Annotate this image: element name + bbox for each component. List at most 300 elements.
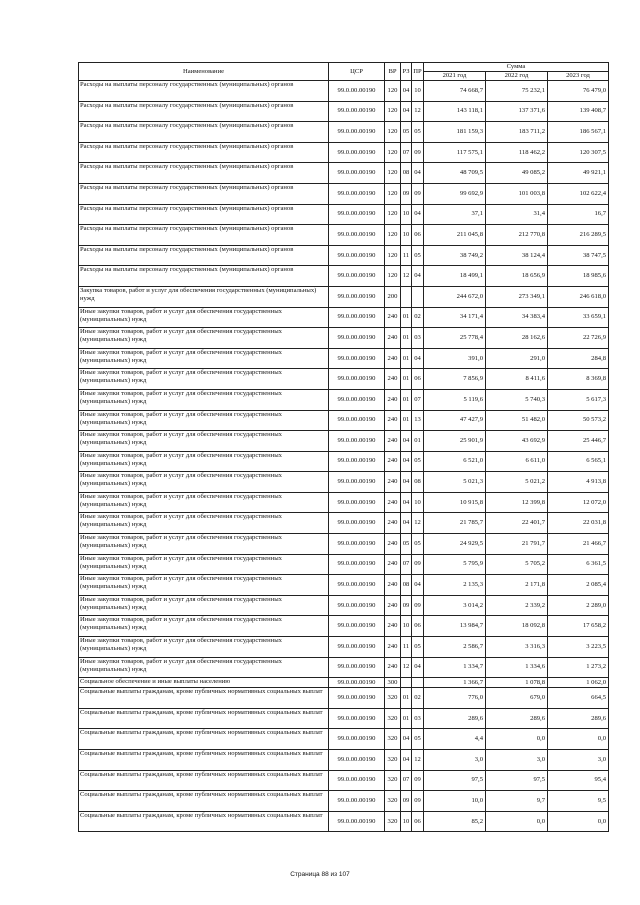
table-row: [79, 431, 609, 452]
table-row: [79, 616, 609, 637]
row-pr: 06: [412, 616, 424, 637]
row-csr: 99.0.00.00190: [329, 369, 385, 390]
row-csr: 99.0.00.00190: [329, 328, 385, 349]
row-sum-2023: 21 466,7: [548, 534, 609, 555]
row-name: Иные закупки товаров, работ и услуг для обеспечения государственных (муниципальных) нужд: [79, 307, 329, 328]
table-row: [79, 637, 609, 658]
row-sum-2022: 22 401,7: [486, 513, 548, 534]
row-name: Закупка товаров, работ и услуг для обеспечения государственных (муниципальных) нужд: [79, 286, 329, 307]
table-row: [79, 554, 609, 575]
row-csr: 99.0.00.00190: [329, 389, 385, 410]
table-row: [79, 791, 609, 812]
row-csr: 99.0.00.00190: [329, 554, 385, 575]
table-row: [79, 266, 609, 287]
row-sum-2023: 6 565,1: [548, 451, 609, 472]
row-name: Расходы на выплаты персоналу государственных (муниципальных) органов: [79, 183, 329, 204]
row-csr: 99.0.00.00190: [329, 513, 385, 534]
table-row: [79, 492, 609, 513]
row-csr: 99.0.00.00190: [329, 183, 385, 204]
row-csr: 99.0.00.00190: [329, 492, 385, 513]
table-row: [79, 307, 609, 328]
row-rz: 10: [401, 811, 412, 832]
row-sum-2021: 38 749,2: [424, 245, 486, 266]
row-sum-2023: 9,5: [548, 791, 609, 812]
row-vr: 240: [385, 472, 401, 493]
row-csr: 99.0.00.00190: [329, 811, 385, 832]
row-rz: 01: [401, 708, 412, 729]
row-sum-2023: 664,5: [548, 688, 609, 709]
row-pr: 12: [412, 101, 424, 122]
table-row: [79, 513, 609, 534]
row-csr: 99.0.00.00190: [329, 708, 385, 729]
row-sum-2021: 1 366,7: [424, 678, 486, 688]
row-name: Иные закупки товаров, работ и услуг для обеспечения государственных (муниципальных) нужд: [79, 595, 329, 616]
row-sum-2023: 120 307,5: [548, 142, 609, 163]
row-rz: 12: [401, 266, 412, 287]
row-pr: 09: [412, 183, 424, 204]
row-sum-2022: 43 692,9: [486, 431, 548, 452]
row-vr: 240: [385, 348, 401, 369]
table-row: [79, 142, 609, 163]
row-pr: 12: [412, 513, 424, 534]
row-sum-2021: 6 521,0: [424, 451, 486, 472]
row-pr: 04: [412, 204, 424, 225]
row-csr: 99.0.00.00190: [329, 286, 385, 307]
row-name: Иные закупки товаров, работ и услуг для обеспечения государственных (муниципальных) нужд: [79, 472, 329, 493]
row-sum-2023: 2 289,0: [548, 595, 609, 616]
row-sum-2021: 1 334,7: [424, 657, 486, 678]
row-sum-2023: 49 921,1: [548, 163, 609, 184]
row-csr: 99.0.00.00190: [329, 163, 385, 184]
row-sum-2023: 3 223,5: [548, 637, 609, 658]
table-row: [79, 286, 609, 307]
row-name: Социальные выплаты гражданам, кроме публичных нормативных социальных выплат: [79, 688, 329, 709]
row-name: Иные закупки товаров, работ и услуг для обеспечения государственных (муниципальных) нужд: [79, 492, 329, 513]
row-pr: 08: [412, 472, 424, 493]
row-vr: 320: [385, 791, 401, 812]
budget-table: [78, 62, 609, 832]
row-sum-2023: 6 361,5: [548, 554, 609, 575]
table-row: [79, 657, 609, 678]
header-pr: ПР: [412, 63, 424, 81]
row-name: Иные закупки товаров, работ и услуг для обеспечения государственных (муниципальных) нужд: [79, 348, 329, 369]
row-sum-2021: 117 575,1: [424, 142, 486, 163]
row-sum-2021: 24 929,5: [424, 534, 486, 555]
row-csr: 99.0.00.00190: [329, 245, 385, 266]
row-vr: 120: [385, 204, 401, 225]
row-sum-2022: 1 334,6: [486, 657, 548, 678]
row-pr: 09: [412, 595, 424, 616]
table-row: [79, 245, 609, 266]
row-sum-2021: 7 856,9: [424, 369, 486, 390]
row-rz: 01: [401, 348, 412, 369]
row-pr: 01: [412, 431, 424, 452]
row-name: Социальные выплаты гражданам, кроме публичных нормативных социальных выплат: [79, 750, 329, 771]
row-rz: 04: [401, 492, 412, 513]
row-pr: 05: [412, 122, 424, 143]
row-name: Иные закупки товаров, работ и услуг для обеспечения государственных (муниципальных) нужд: [79, 410, 329, 431]
row-sum-2022: 21 791,7: [486, 534, 548, 555]
row-vr: 240: [385, 410, 401, 431]
table-row: [79, 811, 609, 832]
row-name: Социальные выплаты гражданам, кроме публичных нормативных социальных выплат: [79, 729, 329, 750]
row-pr: 12: [412, 750, 424, 771]
row-vr: 240: [385, 616, 401, 637]
row-name: Иные закупки товаров, работ и услуг для обеспечения государственных (муниципальных) нужд: [79, 431, 329, 452]
row-vr: 240: [385, 307, 401, 328]
row-vr: 320: [385, 729, 401, 750]
row-sum-2023: 102 622,4: [548, 183, 609, 204]
header-vr: ВР: [385, 63, 401, 81]
row-sum-2021: 25 901,9: [424, 431, 486, 452]
row-rz: 01: [401, 410, 412, 431]
row-csr: 99.0.00.00190: [329, 451, 385, 472]
row-sum-2021: 34 171,4: [424, 307, 486, 328]
row-vr: 320: [385, 688, 401, 709]
table-row: [79, 389, 609, 410]
row-pr: 10: [412, 492, 424, 513]
row-rz: 08: [401, 575, 412, 596]
row-sum-2021: 13 984,7: [424, 616, 486, 637]
row-pr: [412, 678, 424, 688]
row-name: Иные закупки товаров, работ и услуг для обеспечения государственных (муниципальных) нужд: [79, 616, 329, 637]
page-footer: Страница 88 из 107: [290, 871, 350, 878]
row-csr: 99.0.00.00190: [329, 307, 385, 328]
row-rz: 04: [401, 451, 412, 472]
row-pr: 06: [412, 369, 424, 390]
header-sum: Сумма: [424, 63, 609, 72]
row-name: Иные закупки товаров, работ и услуг для обеспечения государственных (муниципальных) нужд: [79, 534, 329, 555]
row-vr: 200: [385, 286, 401, 307]
table-row: [79, 678, 609, 688]
row-sum-2022: 273 349,1: [486, 286, 548, 307]
row-pr: 02: [412, 307, 424, 328]
row-sum-2021: 5 119,6: [424, 389, 486, 410]
row-sum-2022: 0,0: [486, 729, 548, 750]
row-pr: 09: [412, 554, 424, 575]
row-name: Социальные выплаты гражданам, кроме публичных нормативных социальных выплат: [79, 791, 329, 812]
row-sum-2022: 5 021,2: [486, 472, 548, 493]
row-sum-2021: 289,6: [424, 708, 486, 729]
row-name: Иные закупки товаров, работ и услуг для обеспечения государственных (муниципальных) нужд: [79, 389, 329, 410]
row-sum-2023: 216 289,5: [548, 225, 609, 246]
row-name: Расходы на выплаты персоналу государственных (муниципальных) органов: [79, 204, 329, 225]
row-pr: 04: [412, 657, 424, 678]
row-vr: 320: [385, 750, 401, 771]
row-sum-2022: 31,4: [486, 204, 548, 225]
row-csr: 99.0.00.00190: [329, 657, 385, 678]
header-name: Наименование: [79, 63, 329, 81]
row-csr: 99.0.00.00190: [329, 101, 385, 122]
row-rz: 04: [401, 472, 412, 493]
row-csr: 99.0.00.00190: [329, 637, 385, 658]
table-row: [79, 348, 609, 369]
row-sum-2022: 34 383,4: [486, 307, 548, 328]
header-year-2023: 2023 год: [548, 72, 609, 81]
table-row: [79, 595, 609, 616]
row-rz: 04: [401, 513, 412, 534]
row-pr: 05: [412, 729, 424, 750]
row-rz: 07: [401, 554, 412, 575]
row-sum-2021: 143 118,1: [424, 101, 486, 122]
row-pr: 06: [412, 225, 424, 246]
row-pr: 03: [412, 328, 424, 349]
table-row: [79, 708, 609, 729]
row-sum-2023: 50 573,2: [548, 410, 609, 431]
table-row: [79, 81, 609, 102]
row-name: Социальные выплаты гражданам, кроме публичных нормативных социальных выплат: [79, 811, 329, 832]
row-sum-2023: 2 085,4: [548, 575, 609, 596]
row-sum-2021: 47 427,9: [424, 410, 486, 431]
row-sum-2021: 48 709,5: [424, 163, 486, 184]
table-row: [79, 770, 609, 791]
row-sum-2021: 776,0: [424, 688, 486, 709]
row-sum-2022: 97,5: [486, 770, 548, 791]
row-sum-2021: 5 795,9: [424, 554, 486, 575]
row-sum-2023: 186 567,1: [548, 122, 609, 143]
table-row: [79, 472, 609, 493]
row-sum-2021: 244 672,0: [424, 286, 486, 307]
row-sum-2021: 99 692,9: [424, 183, 486, 204]
row-sum-2022: 0,0: [486, 811, 548, 832]
row-name: Иные закупки товаров, работ и услуг для обеспечения государственных (муниципальных) нужд: [79, 369, 329, 390]
row-sum-2022: 38 124,4: [486, 245, 548, 266]
row-csr: 99.0.00.00190: [329, 225, 385, 246]
row-sum-2021: 3 014,2: [424, 595, 486, 616]
header-year-2021: 2021 год: [424, 72, 486, 81]
row-csr: 99.0.00.00190: [329, 142, 385, 163]
row-sum-2023: 0,0: [548, 729, 609, 750]
row-rz: 08: [401, 163, 412, 184]
row-pr: 09: [412, 142, 424, 163]
row-rz: 01: [401, 328, 412, 349]
row-sum-2021: 5 021,3: [424, 472, 486, 493]
row-sum-2023: 25 446,7: [548, 431, 609, 452]
row-vr: 120: [385, 245, 401, 266]
row-sum-2023: 18 985,6: [548, 266, 609, 287]
row-rz: 07: [401, 142, 412, 163]
row-sum-2023: 289,6: [548, 708, 609, 729]
row-sum-2022: 5 740,3: [486, 389, 548, 410]
row-pr: 06: [412, 811, 424, 832]
row-sum-2022: 1 078,8: [486, 678, 548, 688]
row-name: Социальные выплаты гражданам, кроме публичных нормативных социальных выплат: [79, 770, 329, 791]
row-rz: 10: [401, 204, 412, 225]
row-vr: 240: [385, 534, 401, 555]
row-name: Расходы на выплаты персоналу государственных (муниципальных) органов: [79, 163, 329, 184]
row-rz: 04: [401, 750, 412, 771]
row-csr: 99.0.00.00190: [329, 266, 385, 287]
row-rz: 11: [401, 637, 412, 658]
row-pr: 04: [412, 575, 424, 596]
row-sum-2022: 75 232,1: [486, 81, 548, 102]
row-sum-2022: 137 371,6: [486, 101, 548, 122]
row-vr: 120: [385, 122, 401, 143]
row-sum-2022: 291,0: [486, 348, 548, 369]
row-sum-2021: 2 586,7: [424, 637, 486, 658]
row-csr: 99.0.00.00190: [329, 791, 385, 812]
header-rz: РЗ: [401, 63, 412, 81]
row-pr: 09: [412, 791, 424, 812]
row-sum-2021: 4,4: [424, 729, 486, 750]
row-rz: 10: [401, 616, 412, 637]
row-sum-2022: 18 092,8: [486, 616, 548, 637]
row-sum-2023: 1 273,2: [548, 657, 609, 678]
header-year-2022: 2022 год: [486, 72, 548, 81]
row-sum-2021: 21 785,7: [424, 513, 486, 534]
row-vr: 240: [385, 595, 401, 616]
row-pr: 04: [412, 266, 424, 287]
row-rz: 01: [401, 369, 412, 390]
row-name: Расходы на выплаты персоналу государственных (муниципальных) органов: [79, 245, 329, 266]
row-sum-2022: 212 770,8: [486, 225, 548, 246]
row-name: Социальные выплаты гражданам, кроме публичных нормативных социальных выплат: [79, 708, 329, 729]
row-vr: 240: [385, 369, 401, 390]
row-sum-2021: 85,2: [424, 811, 486, 832]
row-csr: 99.0.00.00190: [329, 534, 385, 555]
row-name: Расходы на выплаты персоналу государственных (муниципальных) органов: [79, 122, 329, 143]
row-name: Иные закупки товаров, работ и услуг для обеспечения государственных (муниципальных) нужд: [79, 554, 329, 575]
table-row: [79, 183, 609, 204]
table-row: [79, 225, 609, 246]
table-row: [79, 369, 609, 390]
row-sum-2022: 679,0: [486, 688, 548, 709]
table-row: [79, 101, 609, 122]
row-rz: 07: [401, 770, 412, 791]
row-csr: 99.0.00.00190: [329, 575, 385, 596]
row-sum-2022: 183 711,2: [486, 122, 548, 143]
row-pr: 05: [412, 534, 424, 555]
row-rz: 09: [401, 183, 412, 204]
table-row: [79, 122, 609, 143]
row-sum-2021: 10,0: [424, 791, 486, 812]
row-sum-2022: 2 171,8: [486, 575, 548, 596]
row-pr: 05: [412, 451, 424, 472]
row-rz: 10: [401, 225, 412, 246]
row-vr: 320: [385, 708, 401, 729]
row-sum-2023: 95,4: [548, 770, 609, 791]
row-csr: 99.0.00.00190: [329, 595, 385, 616]
row-name: Иные закупки товаров, работ и услуг для обеспечения государственных (муниципальных) нужд: [79, 657, 329, 678]
row-rz: 11: [401, 245, 412, 266]
row-rz: 04: [401, 431, 412, 452]
row-csr: 99.0.00.00190: [329, 81, 385, 102]
row-sum-2023: 22 031,8: [548, 513, 609, 534]
row-sum-2023: 8 369,8: [548, 369, 609, 390]
row-rz: 09: [401, 791, 412, 812]
row-sum-2023: 22 726,9: [548, 328, 609, 349]
row-csr: 99.0.00.00190: [329, 750, 385, 771]
row-vr: 120: [385, 183, 401, 204]
row-sum-2021: 97,5: [424, 770, 486, 791]
row-name: Иные закупки товаров, работ и услуг для обеспечения государственных (муниципальных) нужд: [79, 637, 329, 658]
row-vr: 240: [385, 492, 401, 513]
row-name: Расходы на выплаты персоналу государственных (муниципальных) органов: [79, 142, 329, 163]
row-sum-2022: 5 705,2: [486, 554, 548, 575]
row-sum-2023: 16,7: [548, 204, 609, 225]
table-body: [79, 81, 609, 832]
row-csr: 99.0.00.00190: [329, 688, 385, 709]
row-csr: 99.0.00.00190: [329, 431, 385, 452]
row-sum-2021: 37,1: [424, 204, 486, 225]
row-pr: [412, 286, 424, 307]
row-rz: 01: [401, 389, 412, 410]
row-sum-2021: 25 778,4: [424, 328, 486, 349]
row-rz: 05: [401, 122, 412, 143]
row-vr: 240: [385, 637, 401, 658]
row-csr: 99.0.00.00190: [329, 472, 385, 493]
row-sum-2022: 3 316,3: [486, 637, 548, 658]
row-csr: 99.0.00.00190: [329, 770, 385, 791]
row-sum-2022: 6 611,0: [486, 451, 548, 472]
row-sum-2022: 8 411,6: [486, 369, 548, 390]
row-sum-2023: 284,8: [548, 348, 609, 369]
row-sum-2023: 246 618,0: [548, 286, 609, 307]
row-rz: 09: [401, 595, 412, 616]
row-name: Социальное обеспечение и иные выплаты населению: [79, 678, 329, 688]
row-rz: 04: [401, 101, 412, 122]
row-csr: 99.0.00.00190: [329, 729, 385, 750]
row-csr: 99.0.00.00190: [329, 204, 385, 225]
row-vr: 320: [385, 770, 401, 791]
row-sum-2021: 3,0: [424, 750, 486, 771]
row-sum-2023: 139 408,7: [548, 101, 609, 122]
row-sum-2023: 76 479,0: [548, 81, 609, 102]
row-pr: 10: [412, 81, 424, 102]
row-csr: 99.0.00.00190: [329, 410, 385, 431]
row-vr: 320: [385, 811, 401, 832]
row-sum-2021: 74 668,7: [424, 81, 486, 102]
row-name: Иные закупки товаров, работ и услуг для обеспечения государственных (муниципальных) нужд: [79, 328, 329, 349]
row-sum-2023: 0,0: [548, 811, 609, 832]
row-rz: [401, 286, 412, 307]
row-sum-2022: 101 003,8: [486, 183, 548, 204]
row-name: Иные закупки товаров, работ и услуг для обеспечения государственных (муниципальных) нужд: [79, 451, 329, 472]
row-vr: 240: [385, 554, 401, 575]
row-sum-2022: 118 462,2: [486, 142, 548, 163]
row-vr: 240: [385, 431, 401, 452]
row-rz: 01: [401, 307, 412, 328]
row-sum-2022: 18 656,9: [486, 266, 548, 287]
row-pr: 02: [412, 688, 424, 709]
row-vr: 120: [385, 225, 401, 246]
row-vr: 240: [385, 657, 401, 678]
row-sum-2023: 3,0: [548, 750, 609, 771]
row-name: Иные закупки товаров, работ и услуг для обеспечения государственных (муниципальных) нужд: [79, 575, 329, 596]
row-sum-2021: 211 045,8: [424, 225, 486, 246]
table-row: [79, 575, 609, 596]
row-rz: 12: [401, 657, 412, 678]
row-name: Расходы на выплаты персоналу государственных (муниципальных) органов: [79, 225, 329, 246]
row-vr: 240: [385, 451, 401, 472]
table-row: [79, 204, 609, 225]
row-sum-2023: 38 747,5: [548, 245, 609, 266]
row-sum-2023: 12 072,0: [548, 492, 609, 513]
row-vr: 240: [385, 389, 401, 410]
row-sum-2021: 18 499,1: [424, 266, 486, 287]
table-row: [79, 451, 609, 472]
row-sum-2022: 9,7: [486, 791, 548, 812]
row-rz: 04: [401, 81, 412, 102]
row-pr: 05: [412, 637, 424, 658]
row-sum-2023: 1 062,0: [548, 678, 609, 688]
row-vr: 240: [385, 575, 401, 596]
table-row: [79, 534, 609, 555]
row-csr: 99.0.00.00190: [329, 616, 385, 637]
row-csr: 99.0.00.00190: [329, 122, 385, 143]
row-pr: 13: [412, 410, 424, 431]
table-row: [79, 163, 609, 184]
